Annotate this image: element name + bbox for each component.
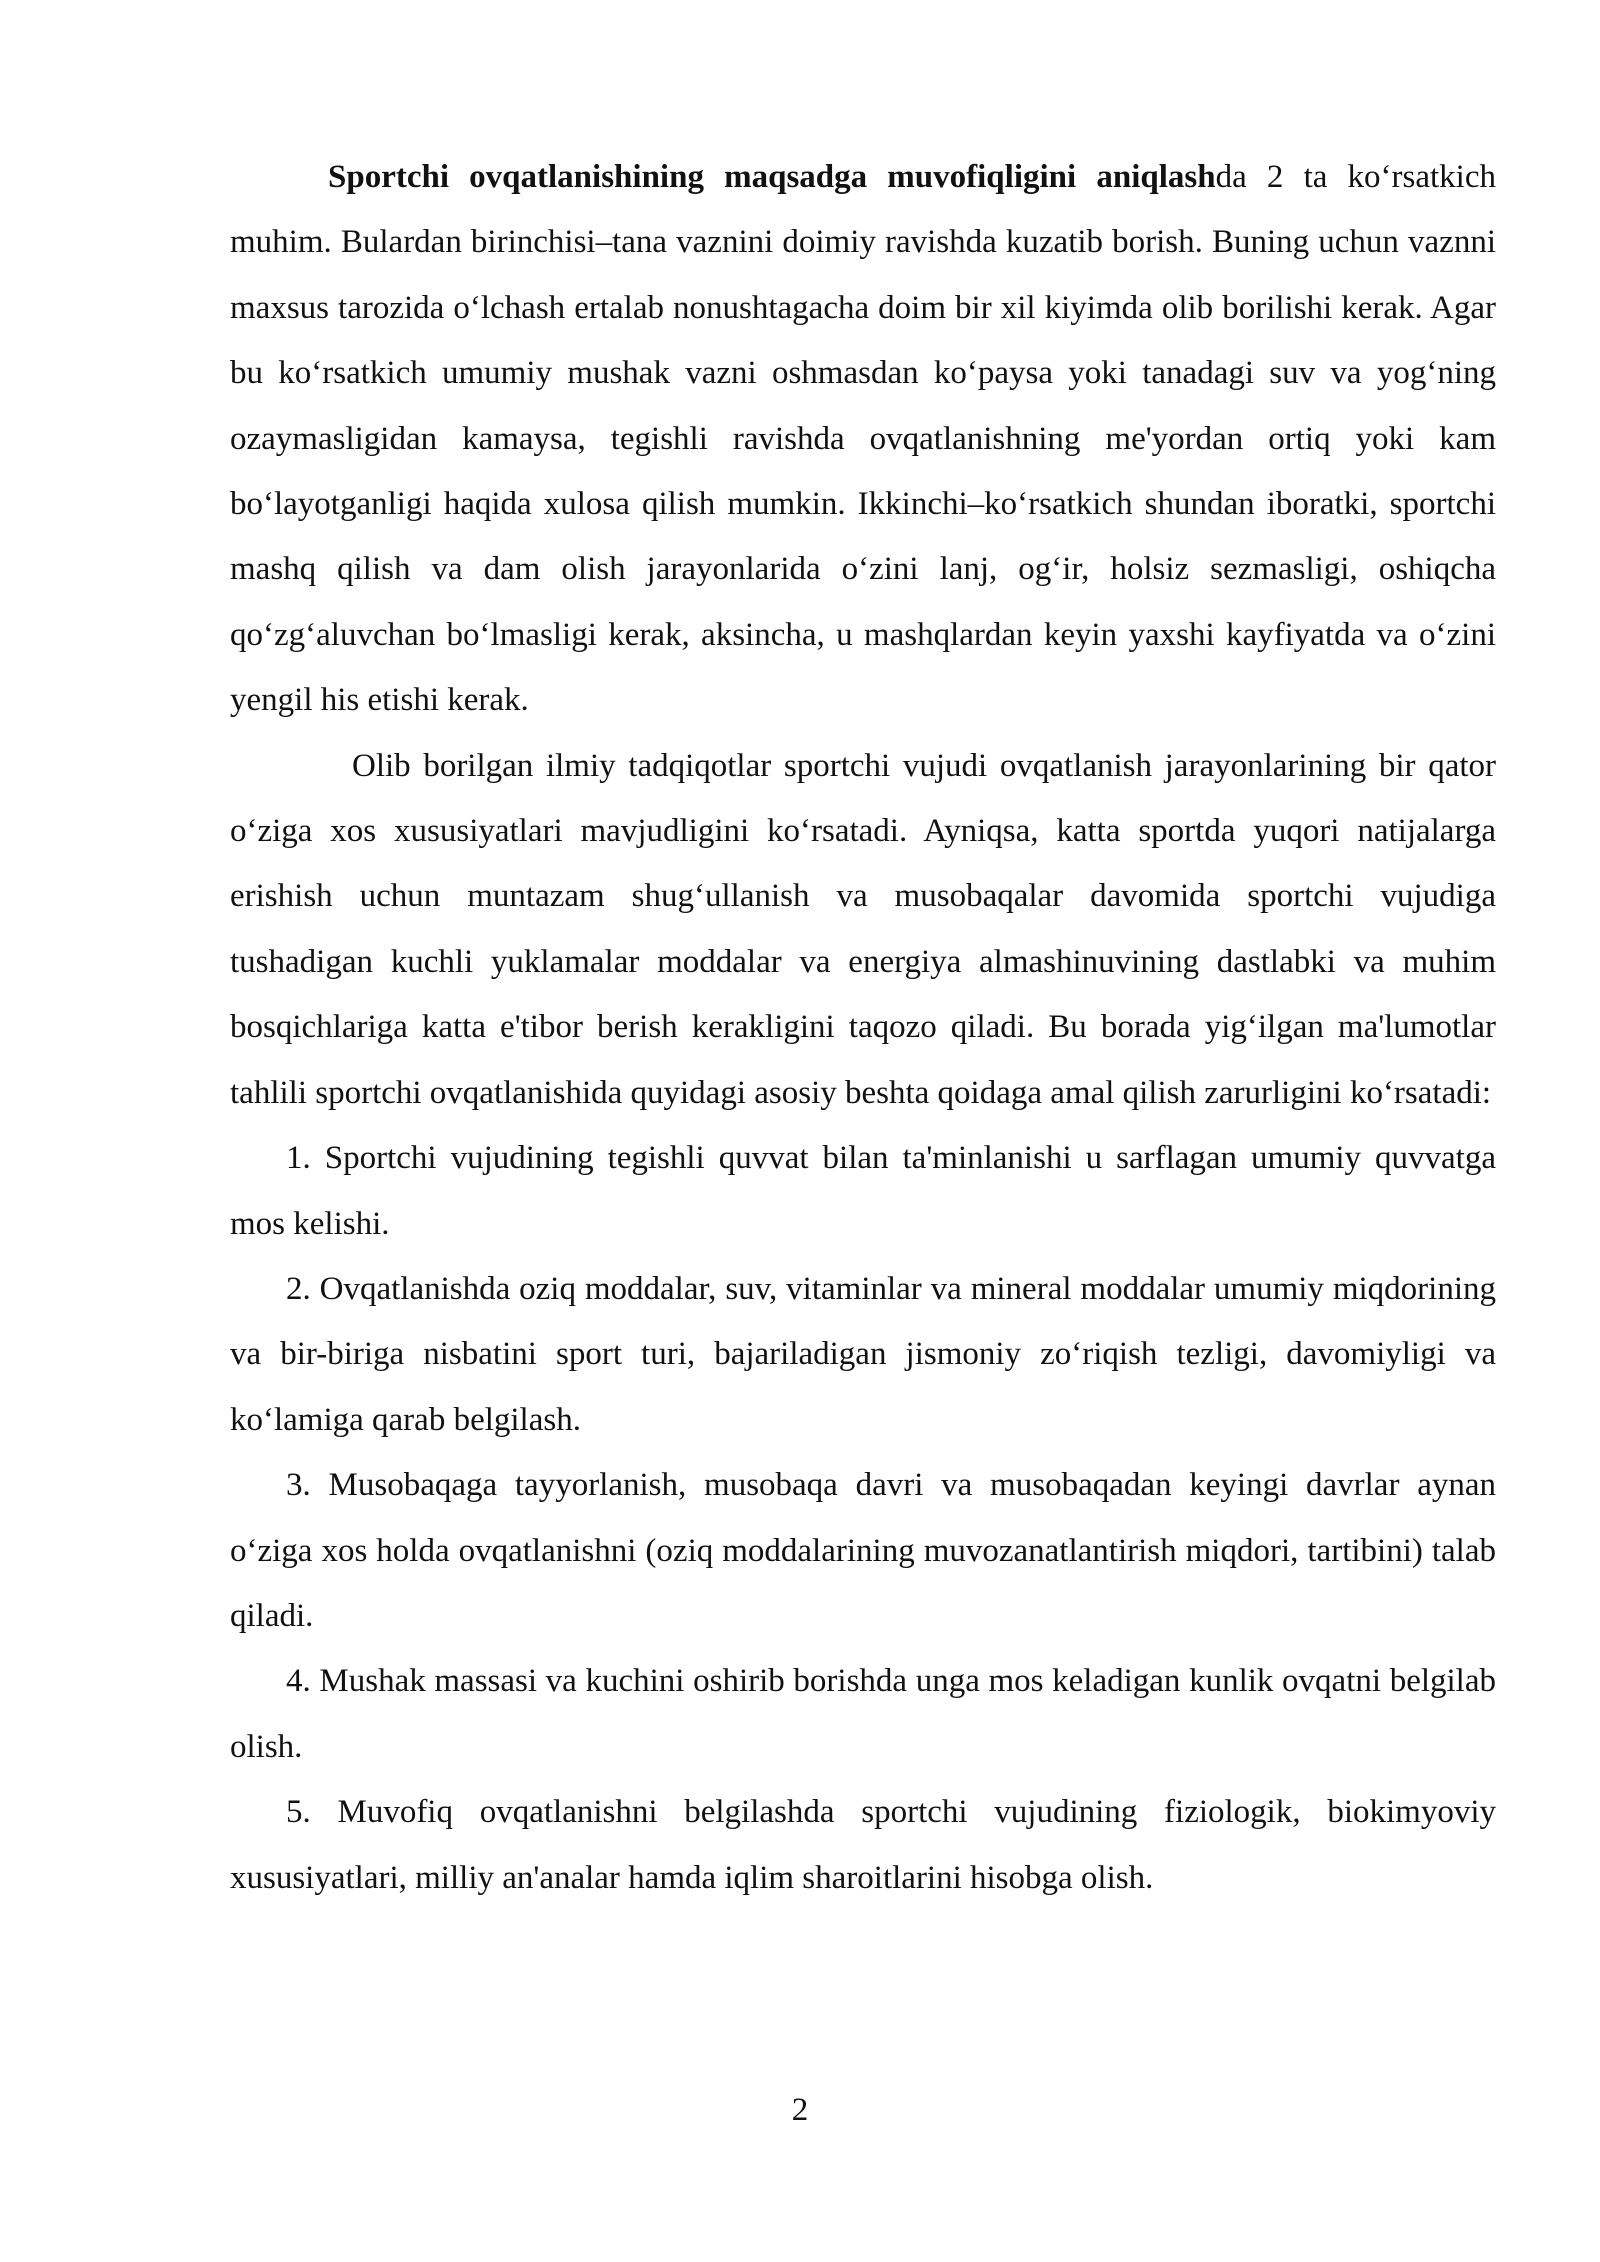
- paragraph-research-findings: Olib borilgan ilmiy tadqiqotlar sportchi vujudi ovqatlanish jarayonlarining bir qator o‘ziga xos xususiyatlari mavjudligini ko‘rsatadi. Ayniqsa, katta sportda yuqori natijalarga erishish uchun muntazam shug‘ullanish va musobaqalar davomida sportchi vujudiga tushadigan kuchli yuklamalar moddalar va energiya almashinuvining dastlabki va muhim bosqichlariga katta e'tibor berish kerakligini taqozo qiladi. Bu borada yig‘ilgan ma'lumotlar tahlili sportchi ovqatlanishida quyidagi asosiy beshta qoidaga amal qilish zarurligini ko‘rsatadi:: [230, 747, 1496, 1111]
- list-item-1: 1. Sportchi vujudining tegishli quvvat bilan ta'minlanishi u sarflagan umumiy quvvatga mos kelishi.: [230, 1140, 1496, 1242]
- list-item-4: 4. Mushak massasi va kuchini oshirib borishda unga mos keladigan kunlik ovqatni belgilab olish.: [230, 1663, 1496, 1765]
- list-item-3: 3. Musobaqaga tayyorlanish, musobaqa davri va musobaqadan keyingi davrlar aynan o‘ziga xos holda ovqatlanishni (oziq moddalarining muvozanatlantirish miqdori, tartibini) talab qiladi.: [230, 1467, 1496, 1634]
- paragraph-text: da 2 ta ko‘rsatkich muhim. Bulardan birinchisi–tana vaznini doimiy ravishda kuzatib borish. Buning uchun vaznni maxsus tarozida o‘lchash ertalab nonushtagacha doim bir xil kiyimda olib borilishi kerak. Agar bu ko‘rsatkich umumiy mushak vazni oshmasdan ko‘paysa yoki tanadagi suv va yog‘ning ozaymasligidan kamaysa, tegishli ravishda ovqatlanishning me'yordan ortiq yoki kam bo‘layotganligi haqida xulosa qilish mumkin. Ikkinchi–ko‘rsatkich shundan iboratki, sportchi mashq qilish va dam olish jarayonlarida o‘zini lanj, og‘ir, holsiz sezmasligi, oshiqcha qo‘zg‘aluvchan bo‘lmasligi kerak, aksincha, u mashqlardan keyin yaxshi kayfiyatda va o‘zini yengil his etishi kerak.: [230, 159, 1496, 719]
- list-item-5: 5. Muvofiq ovqatlanishni belgilashda sportchi vujudining fiziologik, biokimyoviy xususiyatlari, milliy an'analar hamda iqlim sharoitlarini hisobga olish.: [230, 1794, 1496, 1896]
- list-item-2: 2. Ovqatlanishda oziq moddalar, suv, vitaminlar va mineral moddalar umumiy miqdorining va bir-biriga nisbatini sport turi, bajariladigan jismoniy zo‘riqish tezligi, davomiyligi va ko‘lamiga qarab belgilash.: [230, 1270, 1496, 1438]
- page-number: 2: [791, 2092, 809, 2128]
- document-page: [230, 145, 1496, 1911]
- paragraph-weight-indicators: [230, 145, 1496, 734]
- bold-lead-text: Sportchi ovqatlanishining maqsadga muvofiqligini aniqlash: [328, 159, 1216, 195]
